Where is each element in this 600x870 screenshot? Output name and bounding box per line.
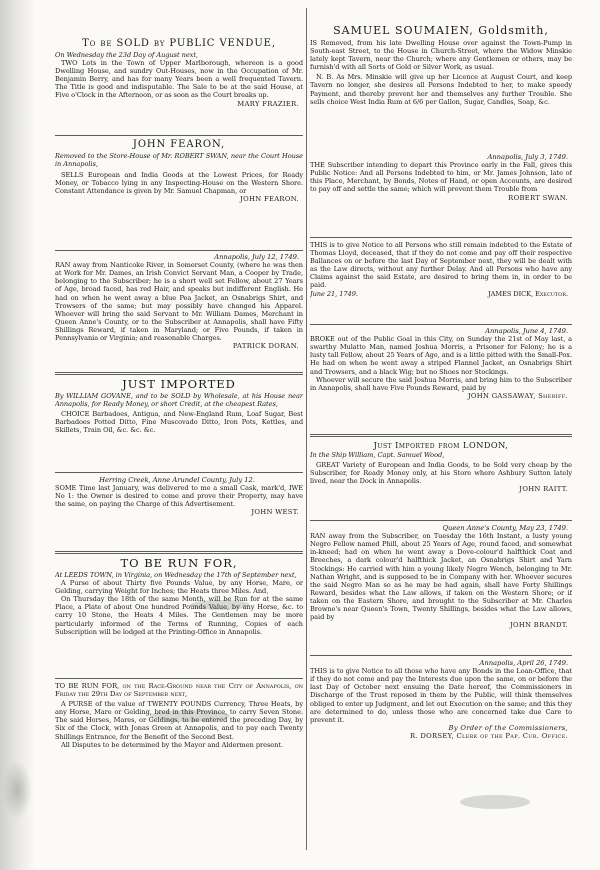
advert-body: SELLS European and India Goods at the Lowest Prices, for Ready Money, or Tobacco lying in any Inspecting-House on the Western Shore. Constant Attendance is given by Mr. Samuel Chapman, or <box>55 171 303 196</box>
advert-body: THE Subscriber intending to depart this Province early in the Fall, gives this Public Notice: And all Persons Indebted to him, or Mr. James Johnson, late of this Place, Merchant, by Bonds, Notes of Hand, or open Accounts, are desired to pay off and settle the same; which will prevent them Trouble from <box>310 161 572 194</box>
advert-signer: R. DORSEY, Clerk of the Pap. Cur. Office. <box>410 732 568 741</box>
advert-subheading: Removed to the Store-House of Mr. ROBERT SWAN, near the Court House in Annapolis, <box>55 152 303 169</box>
advert-heading: JUST IMPORTED <box>122 378 236 391</box>
advert-rule <box>55 250 303 251</box>
advert-leeds-race <box>55 557 303 675</box>
advert-rule <box>310 655 572 656</box>
advert-body: THIS is to give Notice to all Persons who still remain indebted to the Estate of Thomas Lloyd, deceased, that if they do not come and pay off their respective Ballances on or before the last Day of September next, they will be dealt with as the Law directs, without any further Delay. And all Persons who have any Claims against the said Estate, are desired to bring them in, in order to be paid. <box>310 241 572 290</box>
advert-sign-row <box>310 290 572 298</box>
ink-blot <box>150 710 230 722</box>
advert-dateline: Annapolis, June 4, 1749. <box>485 327 568 335</box>
advert-dateline: Annapolis, April 26, 1749. <box>479 659 568 667</box>
advert-footer: All Disputes to be determined by the Mayor and Aldermen present. <box>61 740 283 749</box>
advert-dateline: Annapolis, July 12, 1749. <box>214 253 299 261</box>
advert-signer: ROBERT SWAN. <box>508 193 568 202</box>
advert-loan-office <box>310 659 572 849</box>
advert-dateline: Annapolis, July 3, 1749. <box>487 153 568 161</box>
advert-body: SOME Time last January, was delivered to me a small Cask, mark'd, IWE No 1: the Owner is desired to come and prove their Property, may have the same, on paying the Charge of this Advertisement. <box>55 484 303 509</box>
advert-signer: JOHN RAITT. <box>519 485 568 494</box>
advert-signer: JOHN FEARON. <box>240 195 299 204</box>
advert-rule <box>310 324 572 325</box>
ink-blot <box>190 600 250 610</box>
advert-swan <box>310 153 572 233</box>
advert-annapolis-race <box>55 682 303 852</box>
advert-rule <box>55 472 303 473</box>
advert-body: RAN away from Nanticoke River, in Somerset County, (where he was then at Work for Mr. Dames, an Irish Convict Servant Man, a Cooper by Trade, belonging to the Subscriber; he is a short well set Fellow, about 27 Years of Age, broad faced, has red Hair, and speaks but indifferent English. He had on when he went away a blue Pea Jacket, an Osnabrigs Shirt, and Trowsers of the same; but may possibly have changed his Apparel. Whoever will bring the said Servant to Mr. William Dames, Merchant in Queen Anne's County, or to the Subscriber at Annapolis, shall have Fifty Shillings Reward, if taken in Maryland; or Five Pounds, if taken in Pennsylvania or Virginia; and reasonable Charges. <box>55 261 303 343</box>
advert-just-imported <box>55 378 303 470</box>
advert-rule <box>55 551 303 554</box>
advert-subheading: On Wednesday the 23d Day of August next, <box>55 51 198 59</box>
advert-body: A Purse of about Thirty five Pounds Value, by any Horse, Mare, or Gelding, carrying Weight for Inches; the Heats three Miles. And, <box>55 579 303 596</box>
left-column <box>55 0 303 870</box>
advert-raitt <box>310 440 572 522</box>
advert-order-line: By Order of the Commissioners, <box>448 723 568 732</box>
advert-vendue <box>55 38 303 130</box>
advert-rule <box>310 237 572 238</box>
advert-dateline: Herring Creek, Anne Arundel County, July 12. <box>99 476 255 484</box>
advert-rule <box>55 135 303 136</box>
advert-body: On Thursday the 18th of the same Month, will be Run for at the same Place, a Plate of about One hundred Pounds Value, by any Horse, &c. to carry 10 Stone, the Heats 4 Miles. The Gentlemen may be more particularly informed of the Terms of Running, Copies of each Subscription will be lodged at the Printing-Office in Annapolis. <box>55 595 303 636</box>
advert-signer: JOHN GASSAWAY, Sheriff. <box>467 391 568 400</box>
advert-subheading: At LEEDS TOWN, in Virginia, on Wednesday the 17th of September next, <box>55 571 297 579</box>
ink-blot <box>460 795 530 809</box>
advert-signer: JOHN WEST. <box>251 508 299 517</box>
advert-heading: To be SOLD by PUBLIC VENDUE, <box>82 38 276 49</box>
advert-body-text: TWO Lots in the Town of Upper Marlborough, whereon is a good Dwelling House, and sundry Out-Houses, now in the Occupation of Mr. Benjamin Berry, and has for many Years been a well frequented Tavern. The Title is good and indisputable. The Sale to be at the said House, at Five o'Clock in the Afternoon, or as soon as the Court breaks up. <box>55 59 303 100</box>
advert-heading: TO BE RUN FOR, <box>120 557 238 570</box>
advert-body: THIS is to give Notice to all those who have any Bonds in the Loan-Office, that if they do not come and pay the Interests due upon the same, on or before the last Day of October next ensuing the Date hereof, the Commissioners in Discharge of the Trust reposed in them by the Public, will think themselves obliged to enter up Judgment, and let out Execution on the same; and this they are determined to do, unless those who are concerned take due Care to prevent it. <box>310 667 572 724</box>
right-column <box>310 0 572 870</box>
advert-body <box>55 59 303 99</box>
advert-rule <box>55 372 303 375</box>
advert-subheading: By WILLIAM GOVANE, and to be SOLD by Wholesale, at his House near Annapolis, for Ready Money, or short Credit, at the cheapest Rates, <box>55 392 303 409</box>
advert-cask <box>55 476 303 550</box>
advert-rule <box>310 434 572 437</box>
advert-heading: JOHN FEARON, <box>132 139 226 150</box>
advert-rule <box>55 678 303 679</box>
advert-body: BROKE out of the Public Goal in this City, on Sunday the 21st of May last, a swarthy Mulatto Man, named Joshua Morris, a Prisoner for Felony; he is a lusty tall Fellow, about 25 Years of Age, and is a little pitted with the Small-Pox. He had on when he went away a striped Flannel Jacket, an Osnabrigs Shirt and Trowsers, and a black Wig; but no Shoes nor Stockings. <box>310 335 572 376</box>
advert-fearon <box>55 139 303 247</box>
advert-body: A PURSE of the value of TWENTY POUNDS Currency, Three Heats, by any Horse, Mare or Gelding, bred in this Province, to carry Seven Stone. The said Horses, Mares, or Geldings, to be entered the preceding Day, by Six of the Clock, with Jonas Green at Annapolis, and to pay each Twenty Shillings Entrance, for the Benefit of the Second Best. <box>55 700 303 741</box>
advert-heading: Just Imported from LONDON, <box>373 440 509 450</box>
advert-body: CHOICE Barbadoes, Antigua, and New-England Rum, Loaf Sugar, Best Barbadoes Potted Ditto, Fine Muscovado Ditto, Iron Pots, Kettles, and Skillets, Train Oil, &c. &c. &c. <box>55 410 303 435</box>
advert-note: N. B. As Mrs. Minskie will give up her Licence at August Court, and keep Tavern no longer, she desires all Persons Indebted to her, to make speedy Payment, and thereby prevent her and themselves any further Trouble. She sells choice West India Rum at 6/6 per Gallon, Sugar, Candles, Soap, &c. <box>310 73 572 106</box>
advert-soumaien <box>310 24 572 142</box>
advert-rule <box>310 520 572 521</box>
advert-body: IS Removed, from his late Dwelling House over against the Town-Pump in South-east Street, to the House in Church-Street, where the Widow Minskie lately kept Tavern, near the Church; where any Gentlemen or others, may be furnish'd with all Sorts of Gold or Silver Work, as usual. <box>310 39 572 72</box>
advert-body: GREAT Variety of European and India Goods, to be Sold very cheap by the Subscriber, for Ready Money only, at his Store where Ashbury Sutton lately lived, near the Dock in Annapolis. <box>310 461 572 486</box>
advert-heading: SAMUEL SOUMAIEN, Goldsmith, <box>333 24 549 37</box>
advert-heading: TO BE RUN FOR, on the Race-Ground near the City of Annapolis, on Friday the 29th Day of September next, <box>55 682 303 699</box>
advert-dick <box>310 241 572 323</box>
advert-body: Whoever will secure the said Joshua Morris, and bring him to the Subscriber in Annapolis, shall have Five Pounds Reward, paid by <box>310 375 572 392</box>
advert-runaway-phill <box>310 524 572 650</box>
column-divider <box>306 8 307 850</box>
advert-signer: JOHN BRANDT. <box>509 621 568 630</box>
advert-runaway-servant <box>55 253 303 368</box>
advert-dateline: June 21, 1749. <box>310 289 358 298</box>
advert-body: RAN away from the Subscriber, on Tuesday the 16th Instant, a lusty young Negro Fellow named Phill, about 25 Years of Age, round faced, and somewhat in-kneed; had on when he went away a Dove-colour'd halfthick Coat and Breeches, a dark colour'd halfthick Jacket, an Osnabrigs Shirt and Yarn Stockings: He carried with him a young likely Negro Wench, belonging to Mr. Nathan Wright, and is supposed to be in Company with her. Whoever secures the said Negro Man so as he may be had again, shall have Forty Shillings Reward, besides what the Law allows, if taken on the Western Shore; or if taken on the Eastern Shore, and brought to the Subscriber at Mr. Charles Browne's near Queen's Town, Twenty Shillings, besides what the Law allows, paid by <box>310 532 572 622</box>
scan-edge-shadow <box>0 0 36 870</box>
advert-signer: PATRICK DORAN. <box>232 342 299 351</box>
advert-gaol-break <box>310 327 572 431</box>
advert-signer: JAMES DICK, Executor. <box>488 289 568 298</box>
advert-signer: MARY FRAZIER. <box>237 99 299 108</box>
advert-subheading: In the Ship William, Capt. Samuel Wood, <box>310 451 445 459</box>
advert-dateline: Queen Anne's County, May 23, 1749. <box>442 524 568 532</box>
scan-edge-stain <box>2 760 32 820</box>
